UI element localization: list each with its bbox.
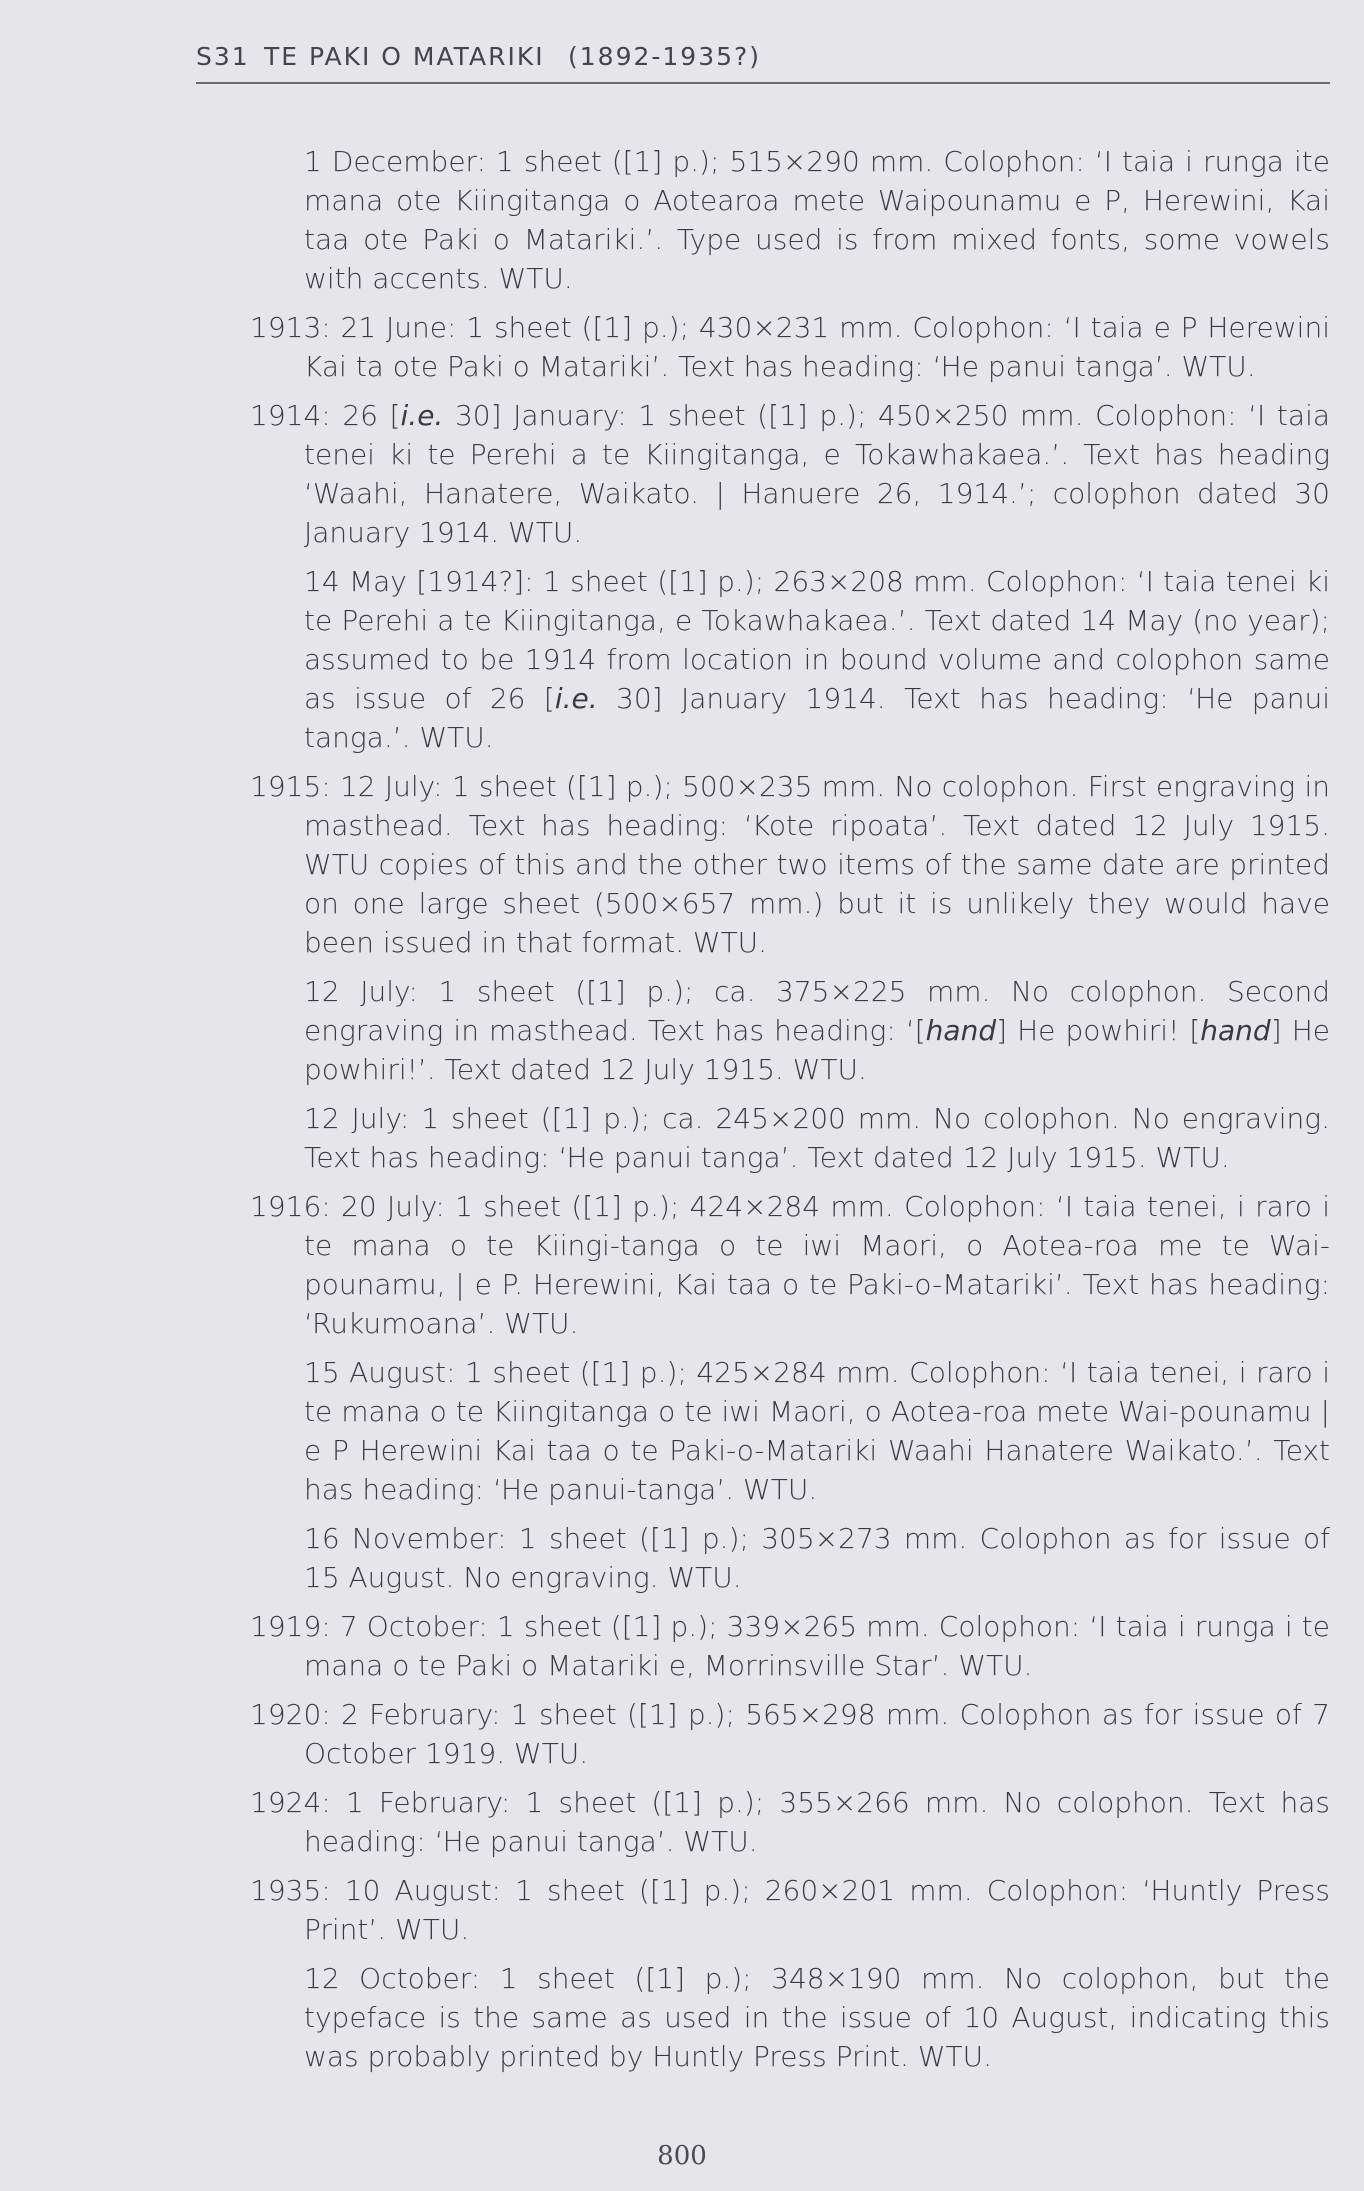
entry-1920: 1920: 2 February: 1 sheet ([1] p.); 565×298 mm. Colophon as for issue of 7 October 1919. WTU.	[250, 1698, 1330, 1770]
entry-1919: 1919: 7 October: 1 sheet ([1] p.); 339×265 mm. Colophon: ‘I taia i runga i te mana o te Paki o Matariki e, Morrinsville Star’. WTU.	[250, 1610, 1330, 1682]
entry-1915-c: 12 July: 1 sheet ([1] p.); ca. 245×200 mm. No colophon. No engraving. Text has heading: ‘He panui tanga’. Text dated 12 July 1915. WTU.	[304, 1102, 1330, 1174]
header-title: TE PAKI O MATARIKI	[264, 42, 545, 71]
entry-1912-dec: 1 December: 1 sheet ([1] p.); 515×290 mm. Colophon: ‘I taia i runga ite mana ote Kiingitanga o Aotearoa mete Waipounamu e P, Herewini, Kai taa ote Paki o Matariki.’. Type used is from mixed fonts, some vowels with accents. WTU.	[304, 145, 1330, 295]
entry-1935-a: 1935: 10 August: 1 sheet ([1] p.); 260×201 mm. Colophon: ‘Huntly Press Print’. WTU.	[250, 1874, 1330, 1946]
page-number: 800	[657, 2141, 707, 2171]
entry-1916-c: 16 November: 1 sheet ([1] p.); 305×273 mm. Colophon as for issue of 15 August. No engraving. WTU.	[304, 1522, 1330, 1594]
entry-1924: 1924: 1 February: 1 sheet ([1] p.); 355×266 mm. No colophon. Text has heading: ‘He panui tanga’. WTU.	[250, 1786, 1330, 1858]
entry-1915-b: 12 July: 1 sheet ([1] p.); ca. 375×225 mm. No colophon. Second engraving in masthead. Text has heading: ‘[hand] He powhiri! [hand] He powhiri!’. Text dated 12 July 1915. WTU.	[304, 975, 1330, 1086]
entries-list	[250, 142, 1330, 2086]
entry-1913: 1913: 21 June: 1 sheet ([1] p.); 430×231 mm. Colophon: ‘I taia e P Herewini Kai ta ote Paki o Matariki’. Text has heading: ‘He panui tanga’. WTU.	[250, 311, 1330, 383]
entry-1915-a: 1915: 12 July: 1 sheet ([1] p.); 500×235 mm. No colophon. First engraving in masthead. Text has heading: ‘Kote ripoata’. Text dated 12 July 1915. WTU copies of this and the other two items of the same date are printed on one large sheet (500×657 mm.) but it is unlikely they would have been issued in that format. WTU.	[250, 770, 1330, 959]
running-header	[196, 42, 1330, 84]
entry-1916-a: 1916: 20 July: 1 sheet ([1] p.); 424×284 mm. Colophon: ‘I taia tenei, i raro i te mana o te Kiingi-tanga o te iwi Maori, o Aotea-roa me te Wai-pounamu, | e P. Herewini, Kai taa o te Paki-o-Matariki’. Text has heading: ‘Rukumoana’. WTU.	[250, 1190, 1330, 1340]
entry-1916-b: 15 August: 1 sheet ([1] p.); 425×284 mm. Colophon: ‘I taia tenei, i raro i te mana o te Kiingitanga o te iwi Maori, o Aotea-roa mete Wai-pounamu | e P Herewini Kai taa o te Paki-o-Matariki Waahi Hanatere Waikato.’. Text has heading: ‘He panui-tanga’. WTU.	[304, 1356, 1330, 1506]
entry-1935-b: 12 October: 1 sheet ([1] p.); 348×190 mm. No colophon, but the typeface is the same as used in the issue of 10 August, indicating this was probably printed by Huntly Press Print. WTU.	[304, 1962, 1330, 2073]
entry-1914-jan: 1914: 26 [i.e. 30] January: 1 sheet ([1] p.); 450×250 mm. Colophon: ‘I taia tenei ki te Perehi a te Kiingitanga, e Tokawhakaea.’. Text has heading ‘Waahi, Hanatere, Waikato. | Hanuere 26, 1914.’; colophon dated 30 January 1914. WTU.	[250, 399, 1331, 549]
entry-1914-may: 14 May [1914?]: 1 sheet ([1] p.); 263×208 mm. Colophon: ‘I taia tenei ki te Perehi a te Kiingitanga, e Tokawhakaea.’. Text dated 14 May (no year); assumed to be 1914 from location in bound volume and colophon same as issue of 26 [i.e. 30] January 1914. Text has heading: ‘He panui tanga.’. WTU.	[304, 565, 1330, 754]
header-dates: (1892-1935?)	[568, 42, 762, 71]
section-number: S31	[196, 42, 250, 71]
